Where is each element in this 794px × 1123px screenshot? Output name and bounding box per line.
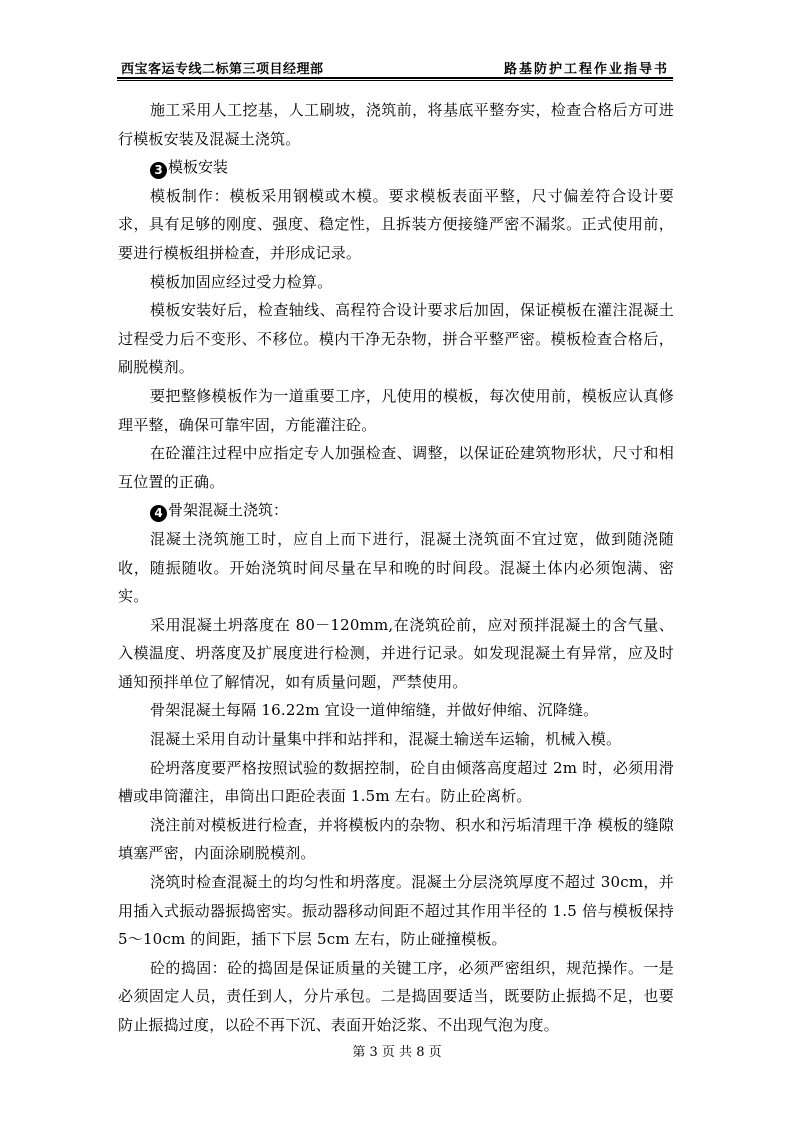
- paragraph: 模板安装好后，检查轴线、高程符合设计要求后加固，保证模板在灌注混凝土过程受力后不变形、不移位。模内干净无杂物，拼合平整严密。模板检查合格后，刷脱模剂。: [118, 301, 674, 377]
- paragraph: 砼坍落度要严格按照试验的数据控制，砼自由倾落高度超过 2m 时，必须用滑槽或串筒灌注，串筒出口距砼表面 1.5m 左右。防止砼离析。: [118, 758, 674, 806]
- paragraph: 要把整修模板作为一道重要工序，凡使用的模板，每次使用前，模板应认真修理平整，确保可靠牢固，方能灌注砼。: [118, 386, 674, 434]
- paragraph: 砼的捣固：砼的捣固是保证质量的关键工序，必须严密组织，规范操作。一是必须固定人员，责任到人，分片承包。二是捣固要适当，既要防止振捣不足，也要防止振捣过度，以砼不再下沉、表面开始泛浆、不出现气泡为度。: [118, 958, 674, 1034]
- document-body: [118, 96, 674, 1040]
- paragraph: 施工采用人工挖基，人工刷坡，浇筑前，将基底平整夯实，检查合格后方可进行模板安装及混凝土浇筑。: [118, 101, 674, 148]
- paragraph: 浇筑时检查混凝土的均匀性和坍落度。混凝土分层浇筑厚度不超过 30cm，并用插入式振动器振捣密实。振动器移动间距不超过其作用半径的 1.5 倍与模板保持 5～10cm 的间距，插下下层 5cm 左右，防止碰撞模板。: [118, 873, 674, 949]
- paragraph: 混凝土采用自动计量集中拌和站拌和，混凝土输送车运输，机械入模。: [150, 730, 622, 749]
- paragraph: 混凝土浇筑施工时，应自上而下进行，混凝土浇筑面不宜过宽，做到随浇随收，随振随收。开始浇筑时间尽量在早和晚的时间段。混凝土体内必须饱满、密实。: [118, 529, 674, 606]
- header-doc-title: 路基防护工程作业指导书: [503, 62, 669, 77]
- paragraph: 骨架混凝土每隔 16.22m 宜设一道伸缩缝，并做好伸缩、沉降缝。: [150, 701, 599, 720]
- circled-number-icon: 4: [150, 505, 167, 522]
- header-rule-thin: [117, 80, 673, 81]
- section-heading-text: 模板安装: [168, 158, 229, 177]
- header-org-name: 西宝客运专线二标第三项目经理部: [121, 62, 324, 77]
- paragraph: 模板制作：模板采用钢模或木模。要求模板表面平整，尺寸偏差符合设计要求，具有足够的刚度、强度、稳定性，且拆装方便接缝严密不漏浆。正式使用前，要进行模板组拼检查，并形成记录。: [118, 186, 674, 262]
- page-header: [117, 55, 673, 79]
- paragraph: 采用混凝土坍落度在 80－120mm,在浇筑砼前，应对预拌混凝土的含气量、入模温度、坍落度及扩展度进行检测，并进行记录。如发现混凝土有异常，应及时通知预拌单位了解情况，如有质量问题，严禁使用。: [118, 615, 674, 691]
- page-number: 第 3 页 共 8 页: [352, 1045, 442, 1060]
- section-heading-formwork: [118, 153, 674, 182]
- section-heading-concrete: [118, 496, 674, 525]
- circled-number-icon: 3: [150, 162, 167, 179]
- section-heading-text: 骨架混凝土浇筑：: [168, 501, 289, 520]
- paragraph: 模板加固应经过受力检算。: [150, 272, 333, 291]
- paragraph: 浇注前对模板进行检查，并将模板内的杂物、积水和污垢清理干净 模板的缝隙填塞严密，内面涂刷脱模剂。: [118, 815, 674, 863]
- paragraph: 在砼灌注过程中应指定专人加强检查、调整，以保证砼建筑物形状，尺寸和相互位置的正确。: [118, 444, 674, 491]
- header-rule-thick: [117, 77, 673, 79]
